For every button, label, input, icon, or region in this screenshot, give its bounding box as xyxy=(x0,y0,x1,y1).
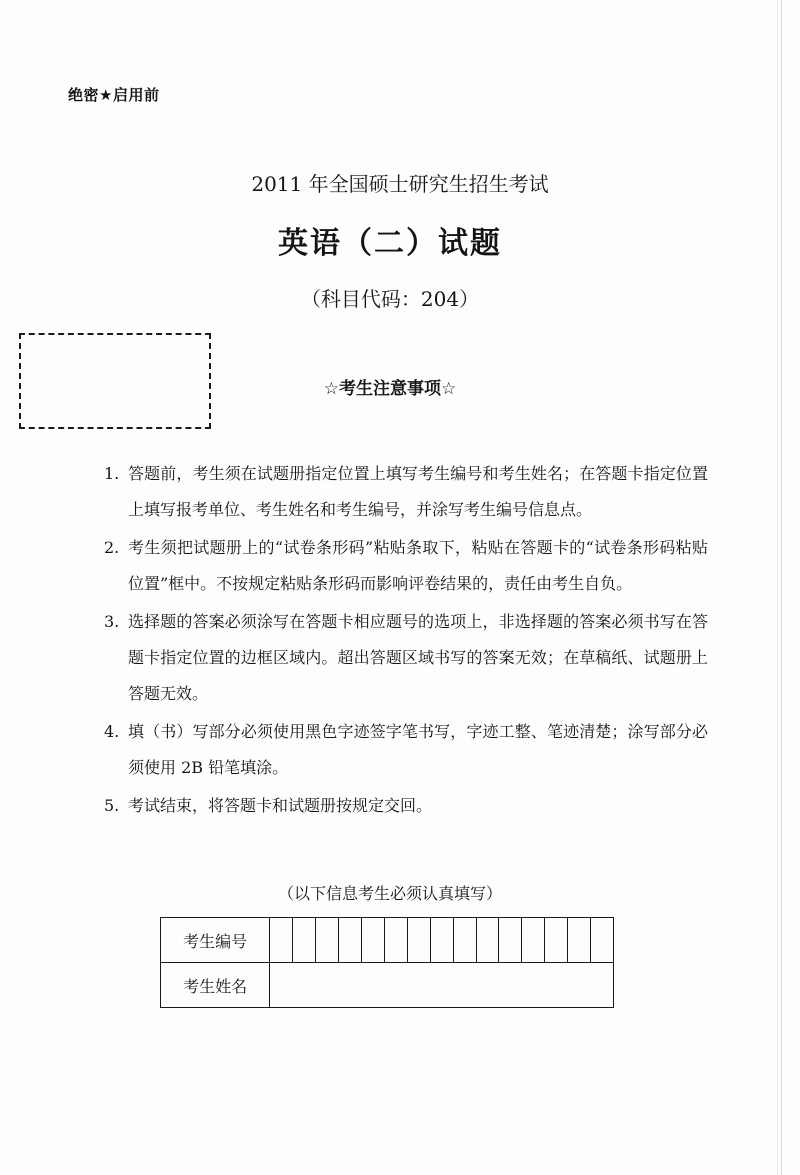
notice-number: 3. xyxy=(104,612,120,631)
candidate-id-label: 考生编号 xyxy=(161,918,270,963)
notice-number: 2. xyxy=(104,538,120,557)
candidate-id-digit-box[interactable] xyxy=(522,918,545,963)
candidate-id-digit-box[interactable] xyxy=(339,918,362,963)
candidate-id-digit-box[interactable] xyxy=(316,918,339,963)
notice-text: 考试结束，将答题卡和试题册按规定交回。 xyxy=(128,796,433,815)
candidate-id-digit-box[interactable] xyxy=(407,918,430,963)
notice-list xyxy=(104,456,708,826)
notice-item xyxy=(104,530,708,602)
candidate-id-digit-box[interactable] xyxy=(568,918,591,963)
fill-instruction: （以下信息考生必须认真填写） xyxy=(277,884,502,903)
notice-text: 答题前，考生须在试题册指定位置上填写考生编号和考生姓名；在答题卡指定位置上填写报考单位、考生姓名和考生编号，并涂写考生编号信息点。 xyxy=(128,464,708,519)
notice-item xyxy=(104,714,708,786)
exam-title: 2011 年全国硕士研究生招生考试 xyxy=(251,172,549,196)
notice-heading: ☆考生注意事项☆ xyxy=(323,379,457,399)
notice-item xyxy=(104,604,708,712)
candidate-id-digit-box[interactable] xyxy=(384,918,407,963)
notice-number: 5. xyxy=(104,796,120,815)
notice-number: 1. xyxy=(104,464,120,483)
candidate-id-digit-box[interactable] xyxy=(361,918,384,963)
candidate-name-field[interactable] xyxy=(270,963,614,1008)
notice-number: 4. xyxy=(104,722,120,741)
candidate-id-digit-box[interactable] xyxy=(476,918,499,963)
candidate-id-row xyxy=(161,918,614,963)
candidate-id-digit-box[interactable] xyxy=(499,918,522,963)
notice-item xyxy=(104,456,708,528)
candidate-id-digit-box[interactable] xyxy=(430,918,453,963)
notice-text: 选择题的答案必须涂写在答题卡相应题号的选项上，非选择题的答案必须书写在答题卡指定位置的边框区域内。超出答题区域书写的答案无效；在草稿纸、试题册上答题无效。 xyxy=(128,612,708,703)
candidate-id-digit-box[interactable] xyxy=(591,918,614,963)
notice-item xyxy=(104,788,708,824)
candidate-id-digit-box[interactable] xyxy=(293,918,316,963)
notice-text: 填（书）写部分必须使用黑色字迹签字笔书写，字迹工整、笔迹清楚；涂写部分必须使用 2B 铅笔填涂。 xyxy=(128,722,708,777)
subject-title: 英语（二）试题 xyxy=(278,226,502,261)
candidate-id-digit-box[interactable] xyxy=(545,918,568,963)
candidate-name-label: 考生姓名 xyxy=(161,963,270,1008)
notice-text: 考生须把试题册上的“试卷条形码”粘贴条取下，粘贴在答题卡的“试卷条形码粘贴位置”框中。不按规定粘贴条形码而影响评卷结果的，责任由考生自负。 xyxy=(128,538,708,593)
candidate-info-table xyxy=(160,917,614,1008)
confidential-label: 绝密★启用前 xyxy=(68,86,160,104)
candidate-name-row xyxy=(161,963,614,1008)
candidate-id-digit-box[interactable] xyxy=(453,918,476,963)
subject-code: （科目代码：204） xyxy=(300,287,480,311)
candidate-id-digit-box[interactable] xyxy=(270,918,293,963)
